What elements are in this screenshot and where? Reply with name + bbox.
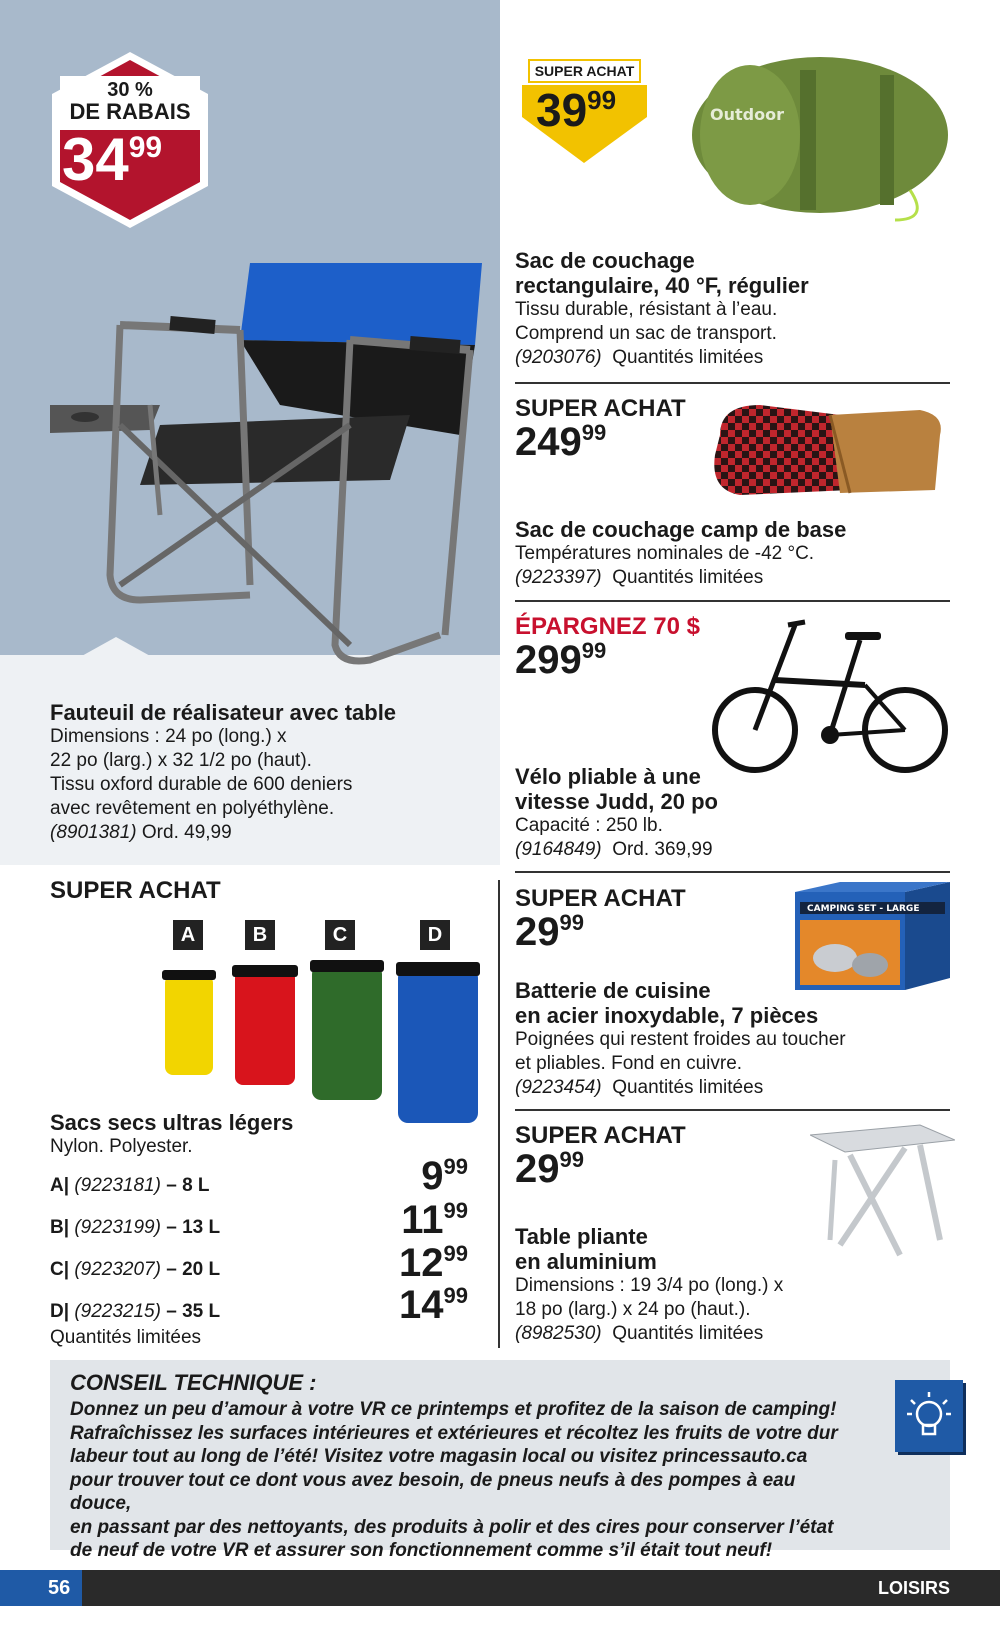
- folding-bike-image: [710, 610, 955, 780]
- row-letter: C|: [50, 1259, 70, 1280]
- row-size: – 8 L: [166, 1175, 210, 1196]
- drybag-letter-a: A: [173, 920, 203, 950]
- sleeping-bag-rect-price: [536, 85, 616, 135]
- chair-title: Fauteuil de réalisateur avec table: [50, 700, 397, 725]
- box-text: CAMPING SET - LARGE: [807, 904, 920, 914]
- price-cents: 99: [559, 910, 584, 935]
- super-achat-label: SUPER ACHAT: [515, 395, 686, 422]
- row-letter: B|: [50, 1217, 70, 1238]
- price-cents: 99: [443, 1154, 468, 1179]
- chair-ord: Ord. 49,99: [141, 822, 232, 843]
- row-letter: A|: [50, 1175, 70, 1196]
- page-number: 56: [48, 1577, 71, 1599]
- price-dollars: 12: [399, 1241, 444, 1285]
- drybag-price-b: [401, 1199, 468, 1241]
- price-dollars: 9: [421, 1154, 444, 1198]
- section-label: LOISIRS: [877, 1578, 950, 1598]
- column-divider: [498, 880, 500, 1348]
- sleeping-bag-rect-description: [515, 248, 955, 370]
- cookware-title-1: Batterie de cuisine: [515, 978, 711, 1003]
- table-price: [515, 1149, 686, 1189]
- bike-title-2: vitesse Judd, 20 po: [515, 789, 718, 814]
- price-dollars: 14: [399, 1283, 444, 1327]
- sleeping-bag-base-image: [700, 395, 950, 505]
- table-price-block: [515, 1123, 686, 1189]
- sleeping-bag-base-title: Sac de couchage camp de base: [515, 517, 847, 542]
- drybags-list: [50, 1154, 470, 1350]
- tip-line: pour trouver tout ce dont vous avez besoin, de pneus neufs à des pompes à eau douce,: [70, 1469, 796, 1514]
- drybag-row-b: [50, 1216, 220, 1240]
- cookware-line-1: Poignées qui restent froides au toucher: [515, 1029, 846, 1050]
- limited: Quantités limitées: [612, 1077, 764, 1098]
- limited: Quantités limitées: [612, 567, 764, 588]
- limited: Quantités limitées: [612, 347, 764, 368]
- sleeping-bag-rect-title-1: Sac de couchage: [515, 248, 695, 273]
- drybag-price-d: [399, 1284, 468, 1326]
- price-dollars: 299: [515, 638, 582, 682]
- discount-label: DE RABAIS: [69, 99, 191, 124]
- sleeping-bag-rect-title-2: rectangulaire, 40 °F, régulier: [515, 273, 809, 298]
- sku: (9164849): [515, 839, 602, 860]
- sleeping-bag-rect-line-1: Tissu durable, résistant à l’eau.: [515, 299, 778, 320]
- bike-sku-line: [515, 838, 955, 862]
- table-title-2: en aluminium: [515, 1249, 657, 1274]
- sku: (9203076): [515, 347, 602, 368]
- tip-line: Rafraîchissez les surfaces intérieures et extérieures et récoltez les fruits de votre dur: [70, 1422, 838, 1444]
- sleeping-bag-base-sku-line: [515, 566, 955, 590]
- cookware-price: [515, 912, 686, 952]
- sleeping-bag-base-description: [515, 517, 955, 590]
- cookware-description: [515, 978, 955, 1100]
- cookware-title-2: en acier inoxydable, 7 pièces: [515, 1003, 819, 1028]
- row-letter: D|: [50, 1301, 70, 1322]
- chair-sku: (8901381): [50, 822, 137, 843]
- price-cents: 99: [581, 638, 607, 663]
- drybag-row-a: [50, 1174, 210, 1198]
- drybag-price-a: [421, 1155, 468, 1197]
- price-cents: 99: [128, 131, 163, 164]
- sku: (9223397): [515, 567, 602, 588]
- drybags-limited: Quantités limitées: [50, 1327, 202, 1348]
- cookware-box-image: [795, 880, 950, 990]
- drybags-subtitle: Nylon. Polyester.: [50, 1136, 193, 1157]
- divider: [515, 600, 950, 602]
- drybag-row-c: [50, 1258, 220, 1282]
- super-achat-label: SUPER ACHAT: [528, 59, 641, 83]
- table-sku-line: [515, 1322, 955, 1346]
- price-cents: 99: [581, 420, 607, 445]
- price-dollars: 29: [515, 1147, 560, 1191]
- sleeping-bag-rect-sku-line: [515, 346, 955, 370]
- divider: [515, 382, 950, 384]
- row-size: – 20 L: [166, 1259, 221, 1280]
- drybag-row-d: [50, 1300, 220, 1324]
- drybag-letter-c: C: [325, 920, 355, 950]
- price-dollars: 39: [536, 84, 588, 136]
- discount-badge: [48, 50, 212, 230]
- chair-price: [62, 128, 162, 192]
- drybags-title: Sacs secs ultras légers: [50, 1110, 294, 1135]
- bike-price: [515, 640, 700, 680]
- tip-box: [50, 1360, 950, 1561]
- table-title-1: Table pliante: [515, 1224, 648, 1249]
- drybag-price-c: [399, 1242, 468, 1284]
- chair-line-4: avec revêtement en polyéthylène.: [50, 798, 335, 819]
- sku: (8982530): [515, 1323, 602, 1344]
- sleeping-bag-base-price-block: [515, 396, 686, 462]
- super-achat-badge: [522, 55, 647, 163]
- price-cents: 99: [587, 85, 617, 115]
- row-sku: (9223181): [74, 1175, 161, 1196]
- row-sku: (9223215): [74, 1301, 161, 1322]
- cookware-price-block: [515, 886, 686, 952]
- tip-line: labeur tout au long de l’été! Visitez votre magasin local ou visitez princessauto.ca: [70, 1446, 808, 1467]
- tip-line: Donnez un peu d’amour à votre VR ce printemps et profitez de la saison de camping!: [70, 1399, 837, 1420]
- drybag-letter-b: B: [245, 920, 275, 950]
- sleeping-bag-base-price: [515, 422, 686, 462]
- sleeping-bag-rect-line-2: Comprend un sac de transport.: [515, 323, 777, 344]
- price-dollars: 29: [515, 910, 560, 954]
- bike-save-label: ÉPARGNEZ 70 $: [515, 613, 700, 640]
- sku: (9223454): [515, 1077, 602, 1098]
- tip-line: de neuf de votre VR et assurer son fonctionnement comme s’il était tout neuf!: [70, 1540, 773, 1561]
- cookware-line-2: et pliables. Fond en cuivre.: [515, 1053, 743, 1074]
- tip-line: en passant par des nettoyants, des produits à polir et des cires pour conserver l’état: [70, 1516, 834, 1538]
- row-sku: (9223207): [74, 1259, 161, 1280]
- price-cents: 99: [443, 1283, 468, 1308]
- table-description: [515, 1224, 955, 1346]
- divider: [515, 1109, 950, 1111]
- chair-line-1: Dimensions : 24 po (long.) x: [50, 726, 287, 747]
- chair-line-2: 22 po (larg.) x 32 1/2 po (haut).: [50, 750, 312, 771]
- cookware-sku-line: [515, 1076, 955, 1100]
- chair-line-3: Tissu oxford durable de 600 deniers: [50, 774, 353, 795]
- row-sku: (9223199): [74, 1217, 161, 1238]
- limited: Quantités limitées: [612, 1323, 764, 1344]
- row-size: – 13 L: [166, 1217, 221, 1238]
- price-cents: 99: [559, 1147, 584, 1172]
- super-achat-label: SUPER ACHAT: [515, 1122, 686, 1149]
- price-dollars: 249: [515, 420, 582, 464]
- sleeping-bag-base-line-1: Températures nominales de -42 °C.: [515, 543, 815, 564]
- price-dollars: 34: [62, 126, 129, 193]
- drybags-image: [150, 960, 480, 1130]
- bike-price-block: [515, 614, 700, 680]
- ord: Ord. 369,99: [612, 839, 713, 860]
- sleeping-bag-rect-image: [680, 50, 950, 230]
- price-cents: 99: [443, 1198, 468, 1223]
- bike-line-1: Capacité : 250 lb.: [515, 815, 663, 836]
- price-dollars: 11: [401, 1198, 444, 1242]
- drybag-letter-d: D: [420, 920, 450, 950]
- lightbulb-icon: [895, 1380, 963, 1452]
- divider: [515, 871, 950, 873]
- chair-sku-line: [50, 821, 490, 845]
- tip-body: [70, 1398, 850, 1563]
- tip-title: CONSEIL TECHNIQUE :: [70, 1370, 317, 1395]
- bag-brand: Outdoor: [710, 105, 784, 124]
- chair-description: [50, 700, 490, 845]
- drybags-heading: [50, 1110, 293, 1159]
- super-achat-label: SUPER ACHAT: [515, 885, 686, 912]
- row-size: – 35 L: [166, 1301, 221, 1322]
- director-chair-image: [50, 255, 490, 685]
- bike-title-1: Vélo pliable à une: [515, 764, 701, 789]
- table-line-1: Dimensions : 19 3/4 po (long.) x: [515, 1275, 784, 1296]
- drybags-super-label: SUPER ACHAT: [50, 877, 221, 904]
- table-line-2: 18 po (larg.) x 24 po (haut.).: [515, 1299, 751, 1320]
- discount-percent: 30 %: [107, 79, 153, 101]
- bike-description: [515, 764, 955, 862]
- price-cents: 99: [443, 1241, 468, 1266]
- page-footer: [0, 1570, 1000, 1606]
